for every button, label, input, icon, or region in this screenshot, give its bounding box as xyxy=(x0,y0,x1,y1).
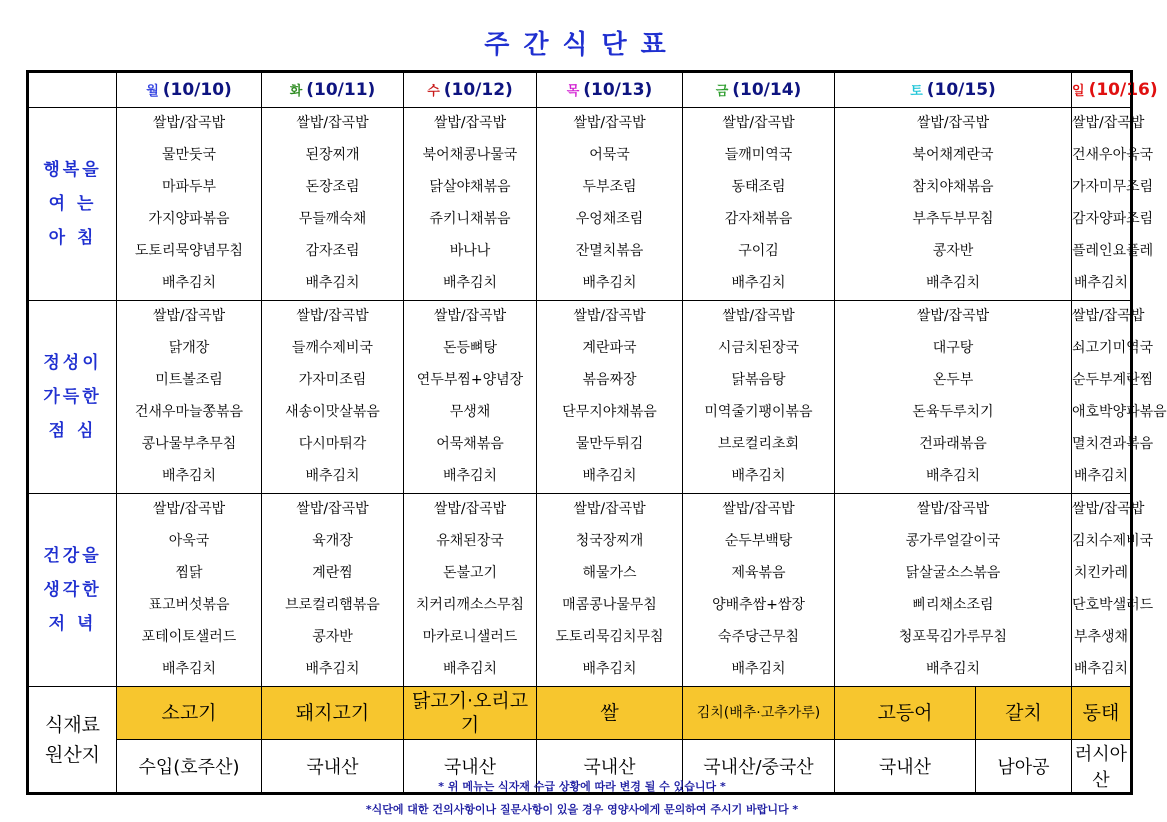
ingredient-origin: 국내산 xyxy=(835,740,976,793)
weekly-menu-table xyxy=(28,72,1167,793)
day-icon: 화 xyxy=(289,84,303,99)
menu-item: 돈장조림 xyxy=(305,179,360,195)
meal-row xyxy=(29,301,1131,494)
day-date: (10/14) xyxy=(732,80,802,100)
menu-item: 우엉채조림 xyxy=(575,211,644,227)
menu-item: 돈등뼈탕 xyxy=(442,340,498,356)
menu-cell xyxy=(683,301,835,494)
menu-item: 배추김치 xyxy=(925,468,981,484)
day-icon: 일 xyxy=(1072,84,1085,99)
menu-item: 쥬키니채볶음 xyxy=(429,211,511,227)
menu-cell xyxy=(537,108,683,301)
menu-item: 돈불고기 xyxy=(442,565,498,581)
menu-item: 애호박양파볶음 xyxy=(1072,404,1167,420)
menu-cell xyxy=(117,301,262,494)
menu-cell xyxy=(835,301,1072,494)
origin-label xyxy=(29,687,117,793)
menu-item: 돈육두루치기 xyxy=(912,404,994,420)
menu-item: 시금치된장국 xyxy=(717,340,800,356)
day-header xyxy=(683,73,835,108)
menu-item: 배추김치 xyxy=(305,661,360,677)
menu-item: 콩가루얼갈이국 xyxy=(905,533,1001,549)
menu-item: 아욱국 xyxy=(168,533,210,549)
menu-item: 해물가스 xyxy=(582,565,637,581)
menu-item: 쌀밥/잡곡밥 xyxy=(433,308,507,324)
ingredient-origin: 국내산 xyxy=(537,740,683,793)
ingredient-origin: 러시아산 xyxy=(1072,740,1131,793)
menu-item: 배추김치 xyxy=(442,468,498,484)
menu-item: 유채된장국 xyxy=(436,533,504,549)
menu-item: 단무지야채볶음 xyxy=(562,404,657,420)
menu-item: 쌀밥/잡곡밥 xyxy=(722,308,795,324)
meal-row xyxy=(29,108,1131,301)
menu-item: 계란파국 xyxy=(582,340,637,356)
day-date: (10/16) xyxy=(1088,80,1158,100)
menu-item: 브로컬리햄볶음 xyxy=(285,597,380,613)
menu-item: 어묵국 xyxy=(589,147,630,163)
menu-cell xyxy=(835,494,1072,687)
meal-label-line: 정성이 xyxy=(43,353,102,373)
menu-item: 쌀밥/잡곡밥 xyxy=(433,501,507,517)
day-header xyxy=(1072,73,1158,108)
day-header xyxy=(835,73,1072,108)
menu-item: 도토리묵양념무침 xyxy=(134,243,244,259)
menu-item: 쌀밥/잡곡밥 xyxy=(152,308,226,324)
notice-inquiry: *식단에 대한 건의사항이나 질문사항이 있을 경우 영양사에게 문의하여 주시기 바랍니다 * xyxy=(365,803,799,816)
menu-cell xyxy=(683,108,835,301)
ingredient-name: 닭고기·오리고기 xyxy=(404,687,537,740)
meal-label xyxy=(29,108,117,301)
menu-cell xyxy=(537,494,683,687)
menu-item: 참치야채볶음 xyxy=(912,179,994,195)
menu-item: 쌀밥/잡곡밥 xyxy=(1072,501,1145,517)
menu-item: 감자양파조림 xyxy=(1072,211,1154,227)
menu-item: 숙주당근무침 xyxy=(717,629,800,645)
menu-cell xyxy=(117,108,262,301)
menu-item: 닭살굴소스볶음 xyxy=(905,565,1001,581)
menu-item: 브로컬리초회 xyxy=(717,436,800,452)
menu-item: 단호박샐러드 xyxy=(1072,597,1154,613)
ingredient-name: 김치(배추·고추가루) xyxy=(683,687,835,740)
menu-item: 표고버섯볶음 xyxy=(148,597,230,613)
menu-item: 새송이맛살볶음 xyxy=(285,404,380,420)
menu-item: 쌀밥/잡곡밥 xyxy=(916,115,990,131)
menu-item: 동태조림 xyxy=(731,179,786,195)
day-icon: 수 xyxy=(427,84,440,99)
menu-item: 김치수제비국 xyxy=(1072,533,1154,549)
menu-item: 가자미무조림 xyxy=(1072,179,1154,195)
menu-item: 부추생채 xyxy=(1073,629,1129,645)
menu-item: 건새우아욱국 xyxy=(1072,147,1154,163)
menu-item: 다시마튀각 xyxy=(298,436,367,452)
menu-item: 어묵채볶음 xyxy=(436,436,504,452)
menu-item: 배추김치 xyxy=(161,468,217,484)
ingredient-name: 소고기 xyxy=(117,687,262,740)
menu-cell xyxy=(404,108,537,301)
notice-change: * 위 메뉴는 식자재 수급 상황에 따라 변경 될 수 있습니다 * xyxy=(438,780,726,793)
menu-item: 플레인요플레 xyxy=(1072,243,1154,259)
day-icon: 월 xyxy=(146,84,159,99)
menu-cell xyxy=(404,301,537,494)
ingredient-origin: 국내산 xyxy=(262,740,404,793)
menu-item: 무들깨숙채 xyxy=(298,211,367,227)
menu-item: 배추김치 xyxy=(442,275,498,291)
menu-item: 도토리묵김치무침 xyxy=(555,629,664,645)
day-icon: 목 xyxy=(566,84,580,99)
ingredient-origin: 국내산 xyxy=(404,740,537,793)
menu-item: 쌀밥/잡곡밥 xyxy=(722,115,795,131)
day-date: (10/13) xyxy=(583,80,653,100)
menu-item: 콩자반 xyxy=(932,243,974,259)
menu-cell xyxy=(262,494,404,687)
menu-item: 쌀밥/잡곡밥 xyxy=(1072,115,1145,131)
menu-item: 포테이토샐러드 xyxy=(141,629,237,645)
menu-item: 쌀밥/잡곡밥 xyxy=(433,115,507,131)
meal-label-line: 아 침 xyxy=(48,228,97,248)
menu-cell xyxy=(262,301,404,494)
menu-item: 배추김치 xyxy=(1073,661,1129,677)
menu-item: 건새우마늘쫑볶음 xyxy=(134,404,244,420)
menu-item: 매콤콩나물무침 xyxy=(562,597,657,613)
ingredient-name: 돼지고기 xyxy=(262,687,404,740)
day-date: (10/15) xyxy=(926,80,996,100)
menu-item: 대구탕 xyxy=(932,340,974,356)
menu-item: 배추김치 xyxy=(305,468,360,484)
menu-item: 배추김치 xyxy=(1073,468,1129,484)
day-header xyxy=(262,73,404,108)
menu-item: 건파래볶음 xyxy=(919,436,987,452)
day-icon: 금 xyxy=(715,84,729,99)
day-header-row xyxy=(29,73,1131,108)
meal-label xyxy=(29,494,117,687)
menu-item: 북어채계란국 xyxy=(912,147,994,163)
menu-item: 쌀밥/잡곡밥 xyxy=(152,115,226,131)
meal-row xyxy=(29,494,1131,687)
menu-item: 감자채볶음 xyxy=(724,211,793,227)
ingredient-origin: 수입(호주산) xyxy=(117,740,262,793)
menu-item: 연두부찜+양념장 xyxy=(416,372,524,388)
menu-item: 콩나물부추무침 xyxy=(141,436,237,452)
menu-item: 잔멸치볶음 xyxy=(575,243,644,259)
menu-cell xyxy=(683,494,835,687)
menu-item: 순두부백탕 xyxy=(724,533,793,549)
menu-cell xyxy=(404,494,537,687)
menu-item: 육개장 xyxy=(312,533,353,549)
menu-item: 배추김치 xyxy=(161,275,217,291)
ingredient-name: 쌀 xyxy=(537,687,683,740)
menu-item: 쌀밥/잡곡밥 xyxy=(152,501,226,517)
ingredient-name: 갈치 xyxy=(976,687,1072,740)
meal-label-line: 저 녁 xyxy=(48,614,97,634)
menu-item: 쌀밥/잡곡밥 xyxy=(573,501,646,517)
menu-item: 치킨카레 xyxy=(1073,565,1129,581)
menu-item: 가지양파볶음 xyxy=(148,211,230,227)
menu-item: 배추김치 xyxy=(582,661,637,677)
menu-item: 치커리깨소스무침 xyxy=(415,597,525,613)
menu-item: 두부조림 xyxy=(582,179,637,195)
menu-item: 쇠고기미역국 xyxy=(1072,340,1154,356)
menu-item: 닭살야채볶음 xyxy=(429,179,511,195)
menu-item: 바나나 xyxy=(449,243,491,259)
menu-item: 배추김치 xyxy=(731,661,786,677)
menu-item: 무생채 xyxy=(449,404,491,420)
menu-cell xyxy=(1072,108,1154,301)
menu-item: 닭볶음탕 xyxy=(731,372,786,388)
menu-item: 쌀밥/잡곡밥 xyxy=(1072,308,1145,324)
menu-item: 쌀밥/잡곡밥 xyxy=(722,501,795,517)
menu-item: 배추김치 xyxy=(731,468,786,484)
menu-cell xyxy=(1072,494,1154,687)
menu-item: 계란찜 xyxy=(312,565,353,581)
menu-item: 볶음짜장 xyxy=(582,372,637,388)
menu-item: 배추김치 xyxy=(925,275,981,291)
corner-cell xyxy=(29,73,117,108)
menu-item: 닭개장 xyxy=(168,340,210,356)
menu-item: 물만둣국 xyxy=(161,147,217,163)
menu-cell xyxy=(262,108,404,301)
menu-item: 쌀밥/잡곡밥 xyxy=(296,501,369,517)
menu-item: 온두부 xyxy=(932,372,974,388)
menu-item: 멸치견과볶음 xyxy=(1072,436,1154,452)
menu-item: 구이김 xyxy=(738,243,779,259)
menu-item: 청포묵김가루무침 xyxy=(898,629,1008,645)
meal-label-line: 가득한 xyxy=(43,387,102,407)
ingredient-origin: 남아공 xyxy=(976,740,1072,793)
day-header xyxy=(537,73,683,108)
menu-item: 들깨미역국 xyxy=(724,147,793,163)
origin-label-line: 원산지 xyxy=(44,743,101,766)
ingredient-name: 동태 xyxy=(1072,687,1131,740)
menu-cell xyxy=(1072,301,1167,494)
menu-cell xyxy=(835,108,1072,301)
menu-item: 배추김치 xyxy=(925,661,981,677)
menu-item: 순두부계란찜 xyxy=(1072,372,1154,388)
menu-item: 미역줄기팽이볶음 xyxy=(704,404,813,420)
menu-cell xyxy=(117,494,262,687)
menu-item: 삐리채소조림 xyxy=(912,597,994,613)
menu-item: 쌀밥/잡곡밥 xyxy=(296,308,369,324)
day-header xyxy=(404,73,537,108)
menu-item: 마카로니샐러드 xyxy=(422,629,518,645)
menu-item: 쌀밥/잡곡밥 xyxy=(916,501,990,517)
ingredient-row xyxy=(29,687,1131,740)
meal-label-line: 생각한 xyxy=(43,580,102,600)
menu-item: 북어채콩나물국 xyxy=(422,147,518,163)
menu-item: 청국장찌개 xyxy=(575,533,644,549)
page-title: 주간식단표 xyxy=(484,30,680,60)
meal-label-line: 여 는 xyxy=(48,194,97,214)
menu-item: 배추김치 xyxy=(582,468,637,484)
menu-item: 쌀밥/잡곡밥 xyxy=(573,115,646,131)
menu-item: 마파두부 xyxy=(161,179,217,195)
menu-item: 쌀밥/잡곡밥 xyxy=(916,308,990,324)
ingredient-origin: 국내산/중국산 xyxy=(683,740,835,793)
origin-label-line: 식재료 xyxy=(44,713,101,736)
menu-item: 미트볼조림 xyxy=(155,372,223,388)
menu-item: 배추김치 xyxy=(731,275,786,291)
menu-item: 가자미조림 xyxy=(298,372,367,388)
menu-item: 물만두튀김 xyxy=(575,436,644,452)
day-header xyxy=(117,73,262,108)
menu-item: 배추김치 xyxy=(1073,275,1129,291)
menu-item: 쌀밥/잡곡밥 xyxy=(573,308,646,324)
day-date: (10/10) xyxy=(162,80,232,100)
day-icon: 토 xyxy=(910,84,923,99)
menu-item: 된장찌개 xyxy=(305,147,360,163)
day-date: (10/12) xyxy=(443,80,513,100)
menu-item: 배추김치 xyxy=(161,661,217,677)
menu-item: 찜닭 xyxy=(175,565,203,581)
meal-label-line: 행복을 xyxy=(43,160,102,180)
menu-item: 배추김치 xyxy=(442,661,498,677)
menu-item: 부추두부무침 xyxy=(912,211,994,227)
menu-item: 감자조림 xyxy=(305,243,360,259)
menu-cell xyxy=(537,301,683,494)
menu-item: 콩자반 xyxy=(312,629,353,645)
meal-label-line: 건강을 xyxy=(43,546,102,566)
menu-item: 쌀밥/잡곡밥 xyxy=(296,115,369,131)
menu-item: 배추김치 xyxy=(582,275,637,291)
menu-item: 양배추쌈+쌈장 xyxy=(712,597,805,613)
menu-item: 제육볶음 xyxy=(731,565,786,581)
day-date: (10/11) xyxy=(306,80,376,100)
menu-item: 배추김치 xyxy=(305,275,360,291)
meal-label xyxy=(29,301,117,494)
ingredient-name: 고등어 xyxy=(835,687,976,740)
meal-label-line: 점 심 xyxy=(48,421,97,441)
menu-item: 들깨수제비국 xyxy=(291,340,374,356)
